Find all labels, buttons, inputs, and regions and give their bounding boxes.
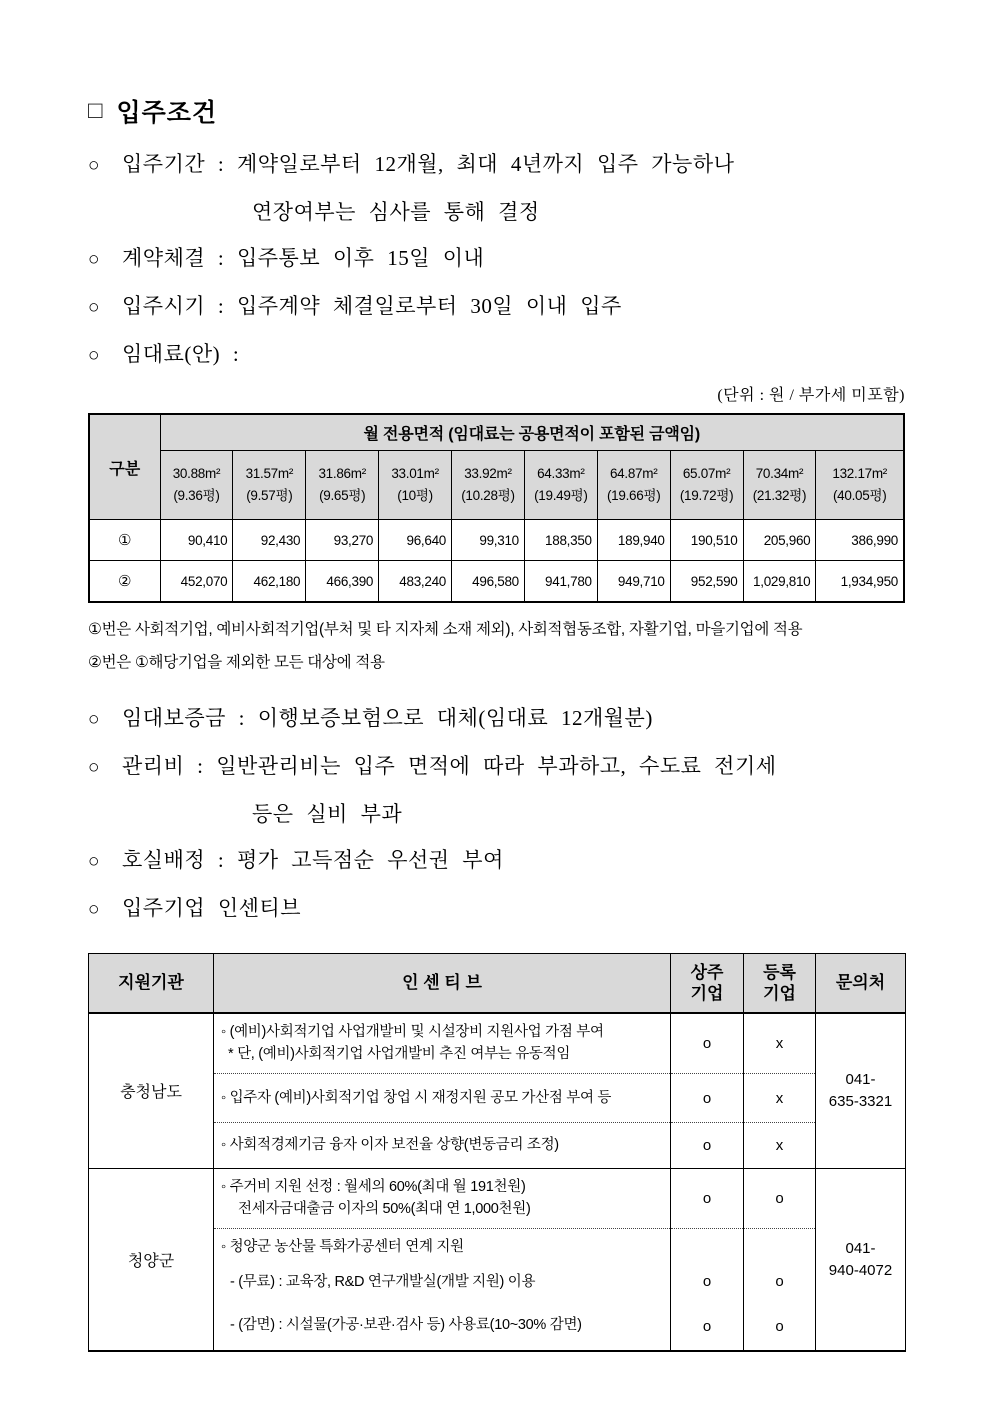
- pyeong-value: (19.72평): [679, 488, 734, 503]
- registered-mark-cell: x: [744, 1073, 816, 1122]
- pyeong-value: (19.49평): [534, 488, 588, 503]
- size-header-cell: [306, 451, 379, 520]
- area-value: 64.33m²: [537, 466, 585, 482]
- bullet-circle-icon: ○: [88, 757, 100, 778]
- resident-mark-cell: o: [671, 1073, 744, 1122]
- rent-value-cell: 93,270: [306, 520, 379, 561]
- pyeong-value: (9.36평): [173, 488, 220, 503]
- rent-value-cell: 96,640: [379, 520, 452, 561]
- registered-mark-cell: o: [744, 1260, 816, 1302]
- list-item-text: 입주기업 인센티브: [122, 896, 302, 920]
- list-item-room-assignment: [88, 837, 905, 885]
- rent-value-cell: 90,410: [160, 520, 233, 561]
- area-value: 33.01m²: [391, 466, 439, 482]
- list-item-movein-timing: [88, 283, 905, 331]
- bullet-circle-icon: ○: [88, 899, 100, 920]
- table-note: ②번은 ①해당기업을 제외한 모든 대상에 적용: [88, 654, 385, 671]
- span-header-cell: 월 전용면적 (임대료는 공용면적이 포함된 금액임): [160, 414, 904, 451]
- contact-line: 635-3321: [828, 1092, 893, 1110]
- bullet-circle-icon: ○: [88, 249, 100, 270]
- rent-value-cell: 92,430: [233, 520, 306, 561]
- rent-table-header-row: [89, 414, 904, 451]
- rent-value-cell: 483,240: [379, 561, 452, 603]
- incentive-line: ◦ 청양군 농산물 특화가공센터 연계 지원: [221, 1238, 464, 1255]
- contact-line: 041-: [845, 1071, 876, 1089]
- resident-mark-cell: o: [671, 1303, 744, 1351]
- resident-mark-cell: o: [671, 1013, 744, 1073]
- bullet-circle-icon: ○: [88, 297, 100, 318]
- rent-row-type1: [89, 520, 904, 561]
- table-row-cheongyang-1: [89, 1168, 906, 1228]
- pyeong-value: (9.57평): [246, 488, 293, 503]
- size-header-cell: [524, 451, 597, 520]
- incentive-line: ◦ (예비)사회적기업 사업개발비 및 시설장비 지원사업 가점 부여: [221, 1024, 604, 1040]
- bullet-circle-icon: ○: [88, 345, 100, 366]
- unit-note: (단위 : 원 / 부가세 미포함): [717, 387, 905, 404]
- conditions-list-2: [88, 695, 905, 933]
- size-header-cell: [816, 451, 904, 520]
- size-header-cell: [670, 451, 743, 520]
- incentive-cell: [214, 1228, 671, 1260]
- incentive-cell: [214, 1073, 671, 1122]
- incentive-cell: [214, 1260, 671, 1302]
- area-value: 30.88m²: [172, 466, 221, 482]
- pyeong-value: (10.28평): [461, 488, 515, 503]
- area-value: 31.86m²: [318, 466, 366, 482]
- incentive-table: [88, 953, 906, 1352]
- size-header-cell: [160, 451, 233, 520]
- pyeong-value: (10평): [397, 488, 433, 503]
- list-item-rent-plan: [88, 331, 905, 379]
- incentive-line: * 단, (예비)사회적기업 사업개발비 추진 여부는 유동적임: [228, 1046, 571, 1063]
- page-title: [88, 93, 905, 129]
- list-item-management-fee: [88, 743, 905, 837]
- org-cell-chungnam: 충청남도: [89, 1013, 214, 1168]
- list-item-deposit: [88, 695, 905, 743]
- corner-header-cell: 구분: [89, 414, 160, 520]
- area-value: 132.17m²: [832, 466, 888, 482]
- contact-cell-chungnam: [816, 1013, 906, 1168]
- header-incentive: 인 센 티 브: [214, 954, 671, 1014]
- contact-line: 041-: [845, 1239, 876, 1257]
- table-note: ①번은 사회적기업, 예비사회적기업(부처 및 타 지자체 소재 제외), 사회적협동조합, 자활기업, 마을기업에 적용: [88, 621, 803, 638]
- header-line: 기업: [690, 984, 724, 1003]
- rent-value-cell: 1,029,810: [743, 561, 816, 603]
- resident-mark-cell: o: [671, 1260, 744, 1302]
- area-value: 65.07m²: [682, 466, 731, 482]
- row-label-cell: ①: [89, 520, 160, 561]
- pyeong-value: (9.65평): [319, 488, 366, 503]
- contact-line: 940-4072: [828, 1261, 893, 1279]
- rent-value-cell: 941,780: [524, 561, 597, 603]
- rent-value-cell: 189,940: [597, 520, 670, 561]
- rent-value-cell: 205,960: [743, 520, 816, 561]
- area-value: 70.34m²: [755, 466, 804, 482]
- rent-table-size-row: [89, 451, 904, 520]
- org-cell-cheongyang: 청양군: [89, 1168, 214, 1351]
- registered-mark-cell: [744, 1228, 816, 1260]
- header-line: 기업: [763, 984, 796, 1003]
- incentive-line: - (감면) : 시설물(가공·보관·검사 등) 사용료(10~30% 감면): [230, 1316, 582, 1333]
- list-item-text: 임대보증금 : 이행보증보험으로 대체(임대료 12개월분): [122, 706, 653, 730]
- size-header-cell: [597, 451, 670, 520]
- list-item-text: 임대료(안) :: [122, 342, 240, 366]
- header-registered: [744, 954, 816, 1014]
- bullet-circle-icon: ○: [88, 709, 100, 730]
- rent-value-cell: 1,934,950: [816, 561, 904, 603]
- incentive-line: ◦ 입주자 (예비)사회적기업 창업 시 재정지원 공모 가산점 부여 등: [221, 1089, 612, 1106]
- incentive-line: ◦ 사회적경제기금 융자 이자 보전율 상향(변동금리 조정): [221, 1137, 559, 1154]
- pyeong-value: (40.05평): [832, 488, 887, 503]
- incentive-line: ◦ 주거비 지원 선정 : 월세의 60%(최대 월 191천원): [221, 1178, 526, 1195]
- area-value: 33.92m²: [464, 466, 512, 482]
- area-value: 31.57m²: [245, 466, 294, 482]
- area-value: 64.87m²: [609, 466, 658, 482]
- table-row-chungnam-1: [89, 1013, 906, 1073]
- rent-table: [88, 413, 905, 603]
- list-item-text: 입주시기 : 입주계약 체결일로부터 30일 이내 입주: [122, 294, 622, 318]
- incentive-cell: [214, 1168, 671, 1228]
- header-contact: 문의처: [816, 954, 906, 1014]
- registered-mark-cell: o: [744, 1303, 816, 1351]
- list-item-text: 호실배정 : 평가 고득점순 우선권 부여: [122, 848, 504, 872]
- rent-value-cell: 952,590: [670, 561, 743, 603]
- incentive-line: 전세자금대출금 이자의 50%(최대 연 1,000천원): [238, 1201, 531, 1218]
- header-line: 등록: [763, 962, 796, 982]
- size-header-cell: [379, 451, 452, 520]
- rent-value-cell: 190,510: [670, 520, 743, 561]
- header-org: 지원기관: [89, 954, 214, 1014]
- list-item-tenant-incentive: [88, 885, 905, 933]
- rent-value-cell: 496,580: [452, 561, 525, 603]
- incentive-cell: [214, 1123, 671, 1168]
- list-item-text: 입주기간 : 계약일로부터 12개월, 최대 4년까지 입주 가능하나: [122, 152, 735, 176]
- rent-table-notes: [88, 613, 905, 679]
- checkbox-icon: □: [88, 97, 103, 124]
- list-item-text: 계약체결 : 입주통보 이후 15일 이내: [122, 246, 485, 270]
- incentive-line: - (무료) : 교육장, R&D 연구개발실(개발 지원) 이용: [230, 1274, 536, 1291]
- list-item-contract-signing: [88, 235, 905, 283]
- resident-mark-cell: o: [671, 1123, 744, 1168]
- row-label-cell: ②: [89, 561, 160, 603]
- conditions-list: [88, 141, 905, 379]
- incentive-cell: [214, 1013, 671, 1073]
- resident-mark-cell: [671, 1228, 744, 1260]
- rent-value-cell: 99,310: [452, 520, 525, 561]
- contact-cell-cheongyang: [816, 1168, 906, 1351]
- incentive-cell: [214, 1303, 671, 1351]
- rent-value-cell: 462,180: [233, 561, 306, 603]
- pyeong-value: (19.66평): [606, 488, 661, 503]
- list-item-text-continued: 연장여부는 심사를 통해 결정: [252, 200, 540, 224]
- list-item-occupancy-period: [88, 141, 905, 235]
- rent-value-cell: 386,990: [816, 520, 904, 561]
- rent-value-cell: 466,390: [306, 561, 379, 603]
- list-item-text: 관리비 : 일반관리비는 입주 면적에 따라 부과하고, 수도료 전기세: [122, 754, 777, 778]
- rent-value-cell: 949,710: [597, 561, 670, 603]
- incentive-table-header-row: [89, 954, 906, 1014]
- registered-mark-cell: o: [744, 1168, 816, 1228]
- list-item-text-continued: 등은 실비 부과: [252, 802, 403, 826]
- page-title-text: 입주조건: [116, 99, 218, 127]
- rent-value-cell: 188,350: [524, 520, 597, 561]
- size-header-cell: [743, 451, 816, 520]
- bullet-circle-icon: ○: [88, 851, 100, 872]
- registered-mark-cell: x: [744, 1013, 816, 1073]
- rent-row-type2: [89, 561, 904, 603]
- header-resident: [671, 954, 744, 1014]
- header-line: 상주: [690, 962, 724, 982]
- pyeong-value: (21.32평): [752, 488, 807, 503]
- size-header-cell: [233, 451, 306, 520]
- resident-mark-cell: o: [671, 1168, 744, 1228]
- size-header-cell: [452, 451, 525, 520]
- bullet-circle-icon: ○: [88, 155, 100, 176]
- rent-value-cell: 452,070: [160, 561, 233, 603]
- registered-mark-cell: x: [744, 1123, 816, 1168]
